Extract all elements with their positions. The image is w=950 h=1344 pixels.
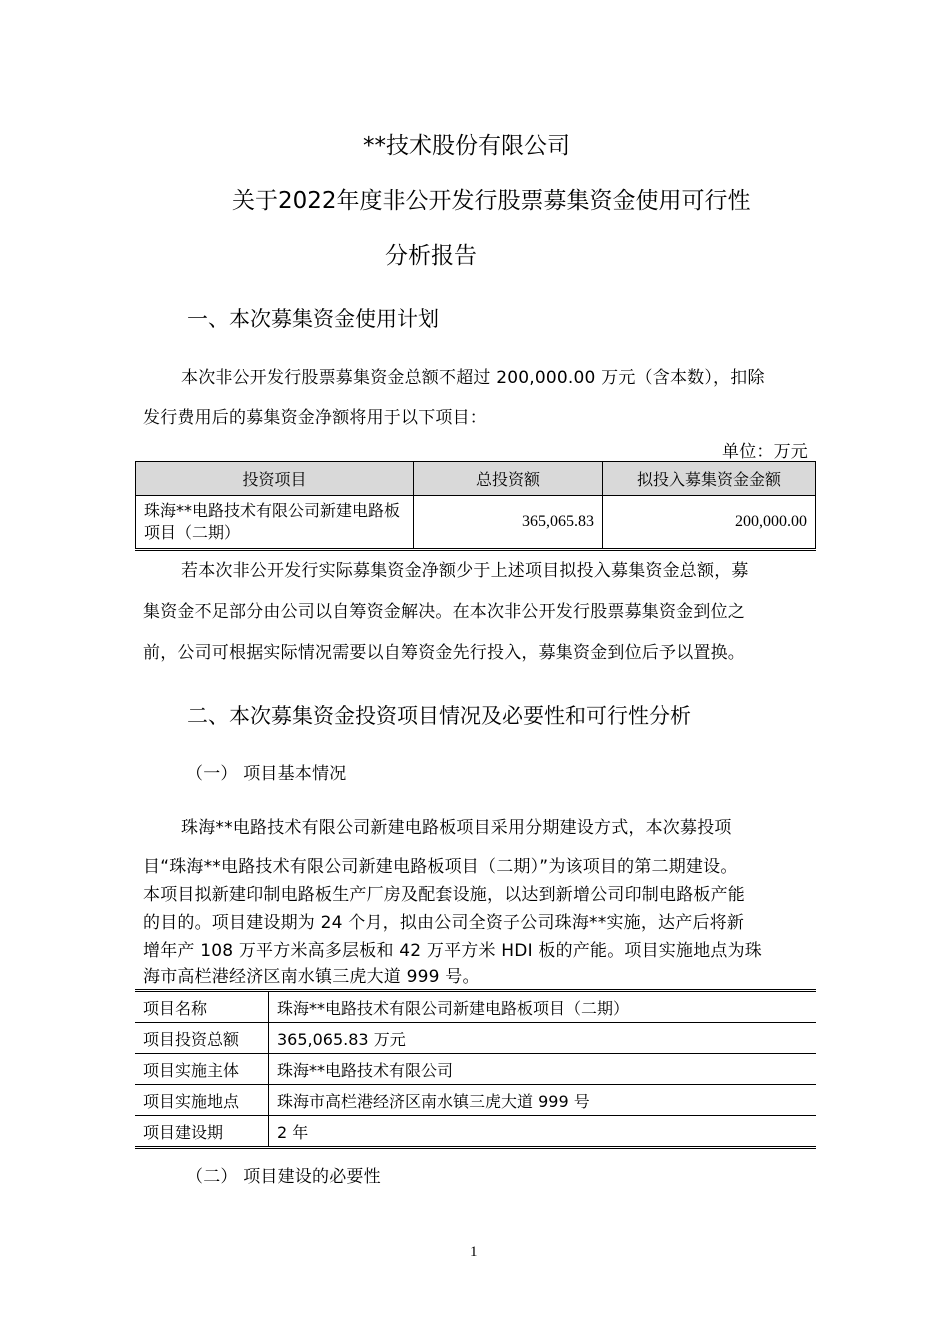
value-project-name: 珠海**电路技术有限公司新建电路板项目（二期） [269,991,817,1023]
subsection-2-heading: （二） 项目建设的必要性 [186,1167,381,1187]
label-location: 项目实施地点 [135,1085,269,1116]
table-row [135,991,816,1023]
label-total-investment: 项目投资总额 [135,1023,269,1054]
section-1-heading: 一、本次募集资金使用计划 [187,307,439,331]
label-construction-period: 项目建设期 [135,1116,269,1148]
page-number: 1 [470,1244,478,1260]
table-row [135,1116,816,1148]
table-row [135,1085,816,1116]
section-2-heading: 二、本次募集资金投资项目情况及必要性和可行性分析 [187,704,691,728]
value-construction-period: 2 年 [269,1116,817,1148]
project-info-table [135,989,816,1149]
value-implementing-entity: 珠海**电路技术有限公司 [269,1054,817,1085]
project-para-line-6: 海市高栏港经济区南水镇三虎大道 999 号。 [143,967,480,987]
after-table-line-1: 若本次非公开发行实际募集资金净额少于上述项目拟投入募集资金总额，募 [181,561,749,581]
header-raised: 拟投入募集资金金额 [603,462,816,496]
subsection-1-heading: （一） 项目基本情况 [186,764,347,784]
section-1-para-line-1: 本次非公开发行股票募集资金总额不超过 200,000.00 万元（含本数），扣除 [181,368,765,388]
after-table-line-2: 集资金不足部分由公司以自筹资金解决。在本次非公开发行股票募集资金到位之 [143,602,745,622]
table-row [136,496,816,550]
fund-usage-table [135,461,816,551]
label-project-name: 项目名称 [135,991,269,1023]
project-para-line-5: 增年产 108 万平方米高多层板和 42 万平方米 HDI 板的产能。项目实施地点为珠 [143,941,762,961]
table-row [135,1023,816,1054]
header-total: 总投资额 [414,462,603,496]
unit-label: 单位：万元 [722,442,808,462]
title-line-2: 关于2022年度非公开发行股票募集资金使用可行性 [232,188,751,214]
project-para-line-4: 的目的。项目建设期为 24 个月，拟由公司全资子公司珠海**实施，达产后将新 [143,913,745,933]
value-total-investment: 365,065.83 万元 [269,1023,817,1054]
title-line-1: **技术股份有限公司 [363,133,570,159]
after-table-line-3: 前，公司可根据实际情况需要以自筹资金先行投入，募集资金到位后予以置换。 [143,643,745,663]
cell-raised: 200,000.00 [603,496,816,550]
label-implementing-entity: 项目实施主体 [135,1054,269,1085]
section-1-para-line-2: 发行费用后的募集资金净额将用于以下项目： [143,408,487,428]
table-header-row [136,462,816,496]
project-para-line-1: 珠海**电路技术有限公司新建电路板项目采用分期建设方式，本次募投项 [181,818,732,838]
header-project: 投资项目 [136,462,414,496]
cell-project: 珠海**电路技术有限公司新建电路板项目（二期） [136,496,414,550]
title-line-3: 分析报告 [385,243,477,269]
project-para-line-3: 本项目拟新建印制电路板生产厂房及配套设施，以达到新增公司印制电路板产能 [143,885,745,905]
cell-total: 365,065.83 [414,496,603,550]
value-location: 珠海市高栏港经济区南水镇三虎大道 999 号 [269,1085,817,1116]
table-row [135,1054,816,1085]
project-para-line-2: 目“珠海**电路技术有限公司新建电路板项目（二期）”为该项目的第二期建设。 [143,857,738,877]
